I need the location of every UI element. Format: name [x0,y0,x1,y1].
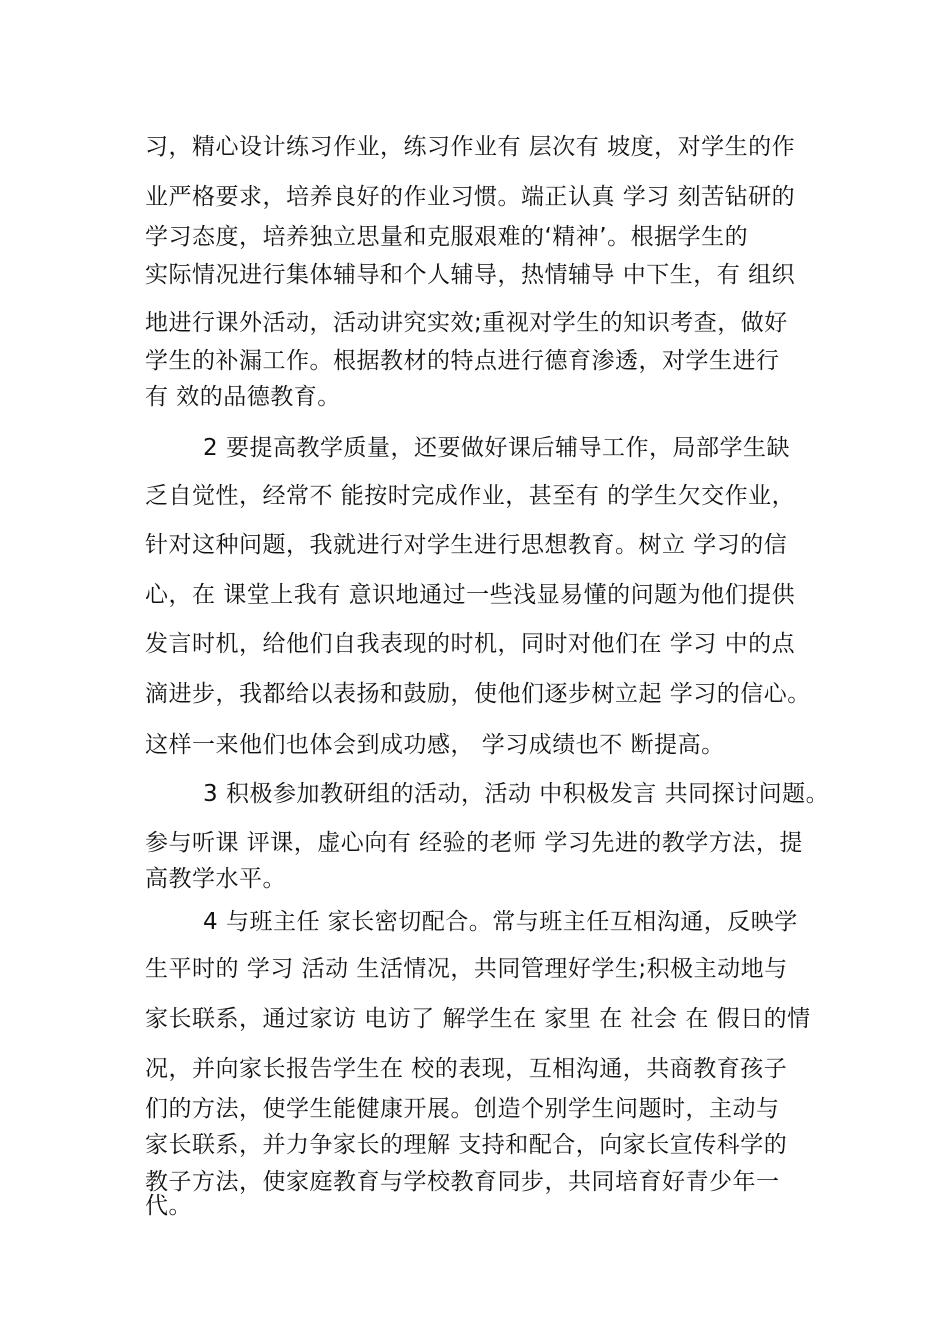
text-line: 生平时的 学习 活动 生活情况，共同管理好学生;积极主动地与 [145,956,788,982]
text-line: 实际情况进行集体辅导和个人辅导，热情辅导 中下生，有 组织 [145,262,796,288]
text-line: 代。 [145,1193,192,1219]
text-line: 这样一来他们也体会到成功感， 学习成绩也不 断提高。 [145,732,725,758]
text-line: 有 效的品德教育。 [145,384,341,410]
text-line: 家长联系，通过家访 电访了 解学生在 家里 在 社会 在 假日的情 [145,1006,811,1032]
text-line: 滴进步，我都给以表扬和鼓励，使他们逐步树立起 学习的信心。 [145,681,811,707]
text-line: 们的方法，使学生能健康开展。创造个别学生问题时，主动与 [145,1096,780,1122]
text-line: 业严格要求，培养良好的作业习惯。端正认真 学习 刻苦钻研的 [145,184,796,210]
text-line: 学生的补漏工作。根据教材的特点进行德育渗透，对学生进行 [145,348,780,374]
text-line: 心，在 课堂上我有 意识地通过一些浅显易懂的问题为他们提供 [145,582,796,608]
text-line: 地进行课外活动，活动讲究实效;重视对学生的知识考查，做好 [145,310,788,336]
text-line: 习，精心设计练习作业，练习作业有 层次有 坡度，对学生的作 [145,134,796,160]
text-line: 高教学水平。 [145,866,286,892]
text-line: 乏自觉性，经常不 能按时完成作业，甚至有 的学生欠交作业， [145,483,796,509]
text-line: 学习态度，培养独立思量和克服艰难的‘精神’。根据学生的 [145,224,749,250]
text-line: 家长联系，并力争家长的理解 支持和配合，向家长宣传科学的 [145,1132,788,1158]
text-line: 针对这种问题，我就进行对学生进行思想教育。树立 学习的信 [145,532,788,558]
paragraph-start-line: 3 积极参加教研组的活动，活动 中积极发言 共同探讨问题。 [203,781,830,807]
paragraph-start-line: 4 与班主任 家长密切配合。常与班主任互相沟通，反映学 [203,909,798,935]
text-line: 参与听课 评课，虚心向有 经验的老师 学习先进的教学方法，提 [145,830,803,856]
text-line: 发言时机，给他们自我表现的时机，同时对他们在 学习 中的点 [145,631,796,657]
text-line: 况，并向家长报告学生在 校的表现，互相沟通，共商教育孩子 [145,1056,788,1082]
text-line: 教子方法，使家庭教育与学校教育同步，共同培育好青少年一 [145,1169,780,1195]
paragraph-start-line: 2 要提高教学质量，还要做好课后辅导工作，局部学生缺 [203,435,790,461]
